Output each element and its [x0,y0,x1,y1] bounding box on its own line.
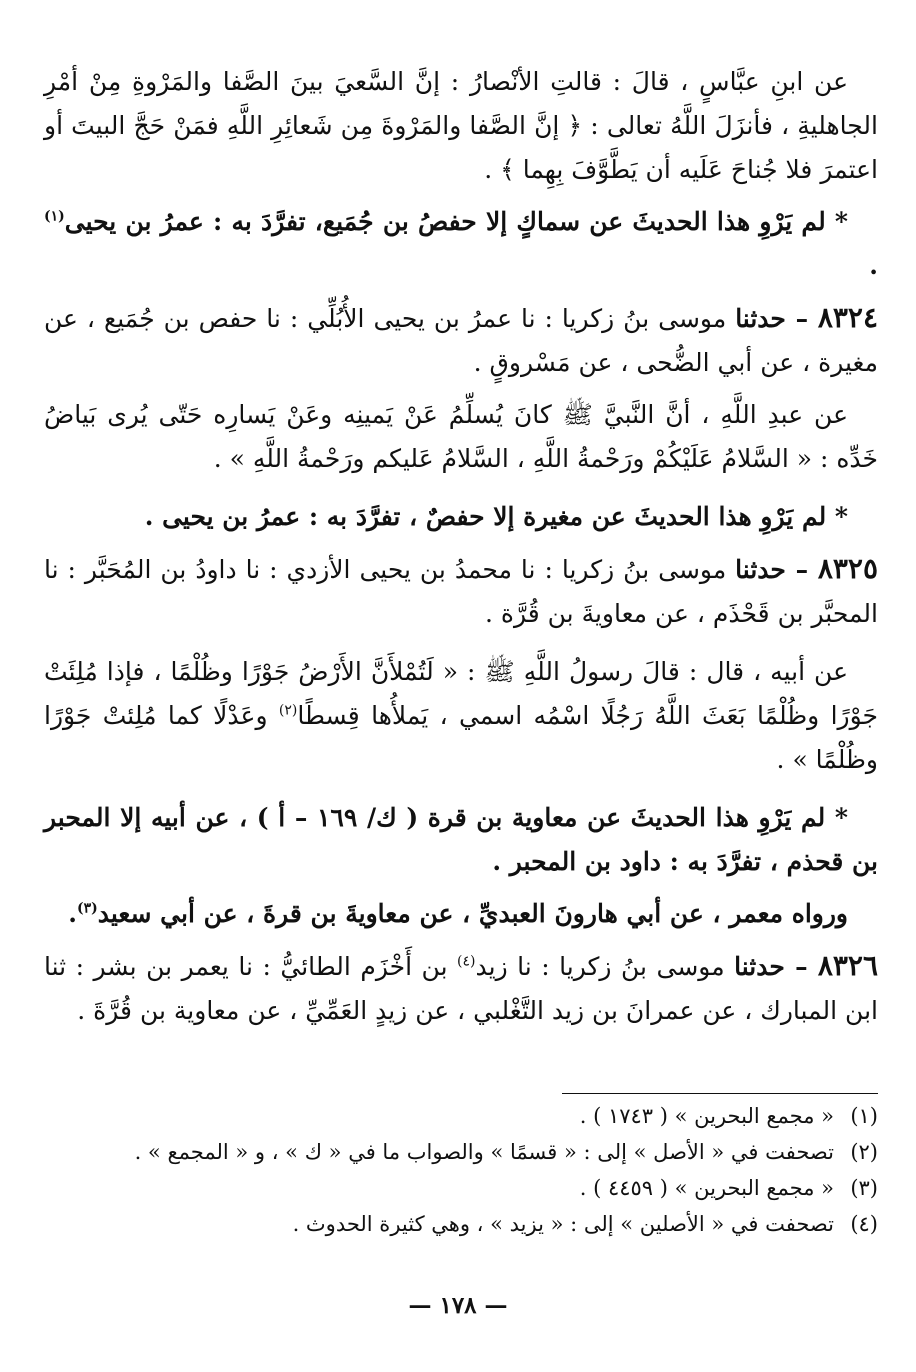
isnad-text-end: بن أَخْزَم الطائيُّ : نا يعمر بن بشر : ثنا ابن المبارك ، عن عمرانَ بن زيد التَّغْلبي ، عن زيدٍ العَمِّيِّ ، عن معاوية بن قُرَّةَ . [44,952,878,1025]
haddathana-word: حدثنا [735,304,786,333]
page-number: — ١٧٨ — [408,1292,508,1319]
footnote-number: (١) [850,1104,878,1128]
note-text: لم يَرْوِ هذا الحديثَ عن معاوية بن قرة ( ك/ ١٦٩ – أ ) ، عن أبيه إلا المحبر بن قحذم ، تفرَّدَ به : داود بن المحبر . [44,803,878,876]
asterisk-mark: * [834,207,848,236]
footnote-ref-4[interactable]: (٤) [457,953,476,970]
isnad-text: موسى بنُ زكريا : نا عمرُ بن يحيى الأُبُلِّي : نا حفص بن جُمَيع ، عن مغيرة ، عن أبي الضُّحى ، عن مَسْروقٍ . [44,304,878,377]
footnote-ref-3[interactable]: (٣) [76,900,98,917]
note-muawiya [44,796,878,884]
footnote-number: (٣) [850,1176,878,1200]
footnote-text: تصحفت في « الأصل » إلى : « قسمًا » والصواب ما في « ك » ، و « المجمع » . [134,1140,834,1164]
number-dash: – [785,304,818,333]
haddathana-word: حدثنا [734,952,785,981]
note-end: . [68,899,77,928]
note-text: لم يَرْوِ هذا الحديثَ عن سماكٍ إلا حفصُ بن جُمَيع، تفرَّدَ به : عمرُ بن يحيى [64,207,826,236]
footnote-item [44,1170,878,1206]
footnotes [44,1098,878,1242]
asterisk-mark: * [834,502,848,531]
hadith-8325-matn [44,650,878,782]
note-end: . [869,251,878,280]
hadith-number: ٨٣٢٦ [817,949,878,982]
footnote-text: « مجمع البحرين » ( ٤٤٥٩ ) . [579,1176,834,1200]
footnote-ref-2[interactable]: (٢) [278,702,298,719]
hadith-number: ٨٣٢٥ [817,552,878,585]
matn-text-end: وعَدْلًا كما مُلِئتْ جَوْرًا وظُلْمًا » . [44,701,878,774]
passage-ibn-abbas: عن ابنِ عبَّاسٍ ، قالَ : قالتِ الأنْصارُ : إنَّ السَّعيَ بينَ الصَّفا والمَرْوةِ مِنْ أمْرِ الجاهليةِ ، فأنزَلَ اللَّهُ تعالى : ﴿ إنَّ الصَّفا والمَرْوةَ مِن شَعائِرِ اللَّهِ فمَنْ حَجَّ البيتَ أو اعتمرَ فلا جُناحَ عَلَيه أن يَطَّوَّفَ بِهِما ﴾ . [44,67,878,184]
note-sammak [44,200,878,288]
footnote-text: تصحفت في « الأصلين » إلى : « يزيد » ، وهي كثيرة الحدوث . [292,1212,834,1236]
isnad-text: موسى بنُ زكريا : نا محمدُ بن يحيى الأزدي : نا داودُ بن المُحَبَّر : نا المحبَّر بن قَحْذَم ، عن معاويةَ بن قُرَّة . [44,555,878,628]
hadith-8324-isnad [44,296,878,385]
number-dash: – [784,952,818,981]
note-text: ورواه معمر ، عن أبي هارونَ العبديِّ ، عن معاويةَ بن قرةَ ، عن أبي سعيد [97,899,848,928]
footnote-number: (٢) [850,1140,878,1164]
note-text: لم يَرْوِ هذا الحديثَ عن مغيرة إلا حفصٌ ، تفرَّدَ به : عمرُ بن يحيى . [144,502,827,531]
hadith-8324-matn: عن عبدِ اللَّهِ ، أنَّ النَّبيَّ ﷺ كانَ يُسلِّمُ عَنْ يَمينِه وعَنْ يَسارِه حَتّى يُرى بَياضُ خَدِّه : « السَّلامُ عَلَيْكُمْ ورَحْمةُ اللَّهِ ، السَّلامُ عَليكم ورَحْمةُ اللَّهِ » . [44,400,878,473]
note-mughira [44,495,878,539]
number-dash: – [785,555,818,584]
footnote-separator [562,1093,878,1094]
asterisk-mark: * [834,803,848,832]
footnote-number: (٤) [850,1212,878,1236]
footnote-ref-1[interactable]: (١) [44,208,65,225]
footnote-text: « مجمع البحرين » ( ١٧٤٣ ) . [579,1104,834,1128]
footnote-item [44,1098,878,1134]
isnad-text: موسى بنُ زكريا : نا زيد [475,952,735,981]
haddathana-word: حدثنا [735,555,786,584]
matn-text: عن أبيه ، قال : قالَ رسولُ اللَّهِ ﷺ : « لَتُمْلأَنَّ الأَرْضُ جَوْرًا وظُلْمًا ، فإذا مُلِئَتْ جَوْرًا وظُلْمًا بَعَثَ اللَّهُ رَجُلًا اسْمُه اسمي ، يَملأُها قِسطًا [44,657,878,730]
footnote-item [44,1206,878,1242]
hadith-8326-isnad [44,944,878,1033]
note-mamar [44,892,878,936]
footnote-item [44,1134,878,1170]
hadith-8325-isnad [44,547,878,636]
hadith-number: ٨٣٢٤ [817,301,878,334]
